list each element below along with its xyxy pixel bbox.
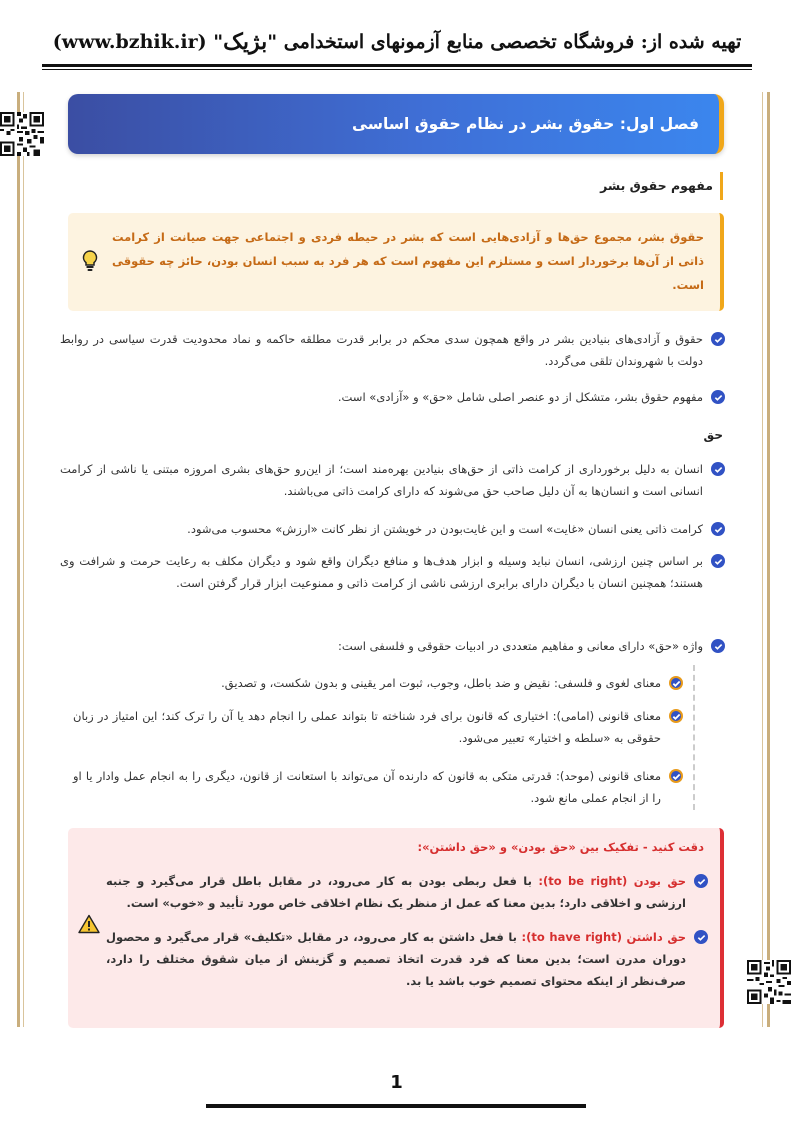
list-item bbox=[60, 458, 725, 502]
check-icon bbox=[669, 676, 683, 690]
check-icon bbox=[711, 332, 725, 346]
check-icon bbox=[711, 554, 725, 568]
sub-list-item bbox=[73, 705, 683, 749]
list-item bbox=[60, 635, 725, 657]
footer-rule bbox=[206, 1104, 586, 1108]
list-item-text: بر اساس چنین ارزشی، انسان نباید وسیله و ابزار هدف‌ها و منافع دیگران واقع شود و دیگران مکلف به رعایت حرمت و شرافت وی هستند؛ همچنین انسان با دیگران دارای برابری ارزشی ناشی از کرامت ذاتی و ممنوعیت ابزار قرار گرفتن است. bbox=[60, 554, 703, 590]
sub-list-item bbox=[73, 765, 683, 809]
list-item bbox=[60, 386, 725, 408]
header-prefix: تهیه شده از: فروشگاه تخصصی منابع آزمونهای استخدامی " bbox=[267, 31, 742, 53]
check-icon bbox=[711, 639, 725, 653]
subheading-haq: حق bbox=[703, 428, 723, 442]
check-icon bbox=[669, 769, 683, 783]
lightbulb-icon bbox=[80, 249, 100, 273]
list-item-text: انسان به دلیل برخورداری از کرامت ذاتی از حق‌های بنیادین بهره‌مند است؛ از این‌رو حق‌های بشری امروزه مبتنی یا ناشی از کرامت انسانی است و انسان‌ها به آن دلیل صاحب حق می‌شوند که دارای کرامت ذاتی می‌باشند. bbox=[60, 462, 703, 498]
list-item-text: کرامت ذاتی یعنی انسان «غایت» است و این غایت‌بودن در خویشتن از نظر کانت «ارزش» محسوب می‌شود. bbox=[187, 522, 703, 536]
page-number: 1 bbox=[390, 1072, 403, 1093]
warning-box bbox=[68, 828, 724, 1028]
warning-item bbox=[106, 870, 708, 914]
check-icon bbox=[711, 462, 725, 476]
list-item bbox=[60, 518, 725, 540]
list-item-text: مفهوم حقوق بشر، متشکل از دو عنصر اصلی شامل «حق» و «آزادی» است. bbox=[337, 390, 703, 404]
list-item-text: واژه «حق» دارای معانی و مفاهیم متعددی در ادبیات حقوقی و فلسفی است: bbox=[337, 639, 703, 653]
section-title: مفهوم حقوق بشر bbox=[600, 172, 723, 200]
sub-list-item-text: معنای قانونی (موحد): قدرتی متکی به قانون که دارنده آن می‌تواند با استعانت از قانون، دیگری را به انجام عمل وادار یا او را از انجام عملی مانع شود. bbox=[73, 769, 661, 805]
warning-item-text: با فعل ربطی بودن به کار می‌رود، در مقابل باطل قرار می‌گیرد و جنبه ارزشی و اخلاقی دارد؛ بدین معنا که عمل از منظر یک نظام اخلاقی خاص مورد تأیید و «خوب» است. bbox=[106, 874, 686, 910]
check-icon bbox=[694, 930, 708, 944]
warning-item-term: حق داشتن (to have right): bbox=[521, 930, 686, 944]
warning-icon bbox=[78, 914, 100, 934]
sub-list-item-text: معنای قانونی (امامی): اختیاری که قانون برای فرد شناخته تا بتواند عملی را انجام دهد یا آن را ترک کند؛ این امتیاز در زبان حقوقی به «سلطه و اختیار» تعبیر می‌شود. bbox=[73, 709, 661, 745]
header-rule-thin bbox=[42, 69, 752, 70]
qr-code-icon[interactable] bbox=[0, 112, 44, 156]
chapter-banner bbox=[68, 94, 724, 154]
page-header bbox=[40, 22, 754, 62]
header-brand: بژیک bbox=[223, 29, 268, 55]
sublist-divider bbox=[693, 665, 695, 810]
header-rule-thick bbox=[42, 64, 752, 67]
list-item bbox=[60, 550, 725, 594]
list-item bbox=[60, 328, 725, 372]
header-suffix: " (www.bzhik.ir) bbox=[52, 31, 224, 53]
definition-note bbox=[68, 213, 724, 311]
warning-item bbox=[106, 926, 708, 992]
check-icon bbox=[711, 522, 725, 536]
check-icon bbox=[711, 390, 725, 404]
left-border-line bbox=[17, 92, 20, 1027]
warning-item-term: حق بودن (to be right): bbox=[538, 874, 687, 888]
warning-title: دقت کنید - تفکیک بین «حق بودن» و «حق داشتن»: bbox=[417, 840, 704, 854]
warning-item-text: با فعل داشتن به کار می‌رود، در مقابل «تکلیف» قرار می‌گیرد و محصول دوران مدرن است؛ بدین معنا که فرد قدرت اتخاذ تصمیم و گزینش از میان شقوق مختلف را دارد، صرف‌نظر از اینکه محتوای تصمیم خوب باشد یا بد. bbox=[106, 930, 686, 988]
check-icon bbox=[669, 709, 683, 723]
definition-note-text: حقوق بشر، مجموع حق‌ها و آزادی‌هایی است که بشر در حیطه فردی و اجتماعی جهت صیانت از کرامت ذاتی از آن‌ها برخوردار است و مستلزم این مفهوم است که هر فرد به سبب انسان بودن، حائز چه حقوقی است. bbox=[112, 230, 704, 292]
right-border-line bbox=[767, 92, 770, 1027]
sub-list-item-text: معنای لغوی و فلسفی: نقیض و ضد باطل، وجوب، ثبوت امر یقینی و بدون شکست، و تصدیق. bbox=[221, 676, 661, 690]
check-icon bbox=[694, 874, 708, 888]
list-item-text: حقوق و آزادی‌های بنیادین بشر در واقع همچون سدی محکم در برابر قدرت مطلقه حاکمه و نماد محدودیت قدرت سیاسی در روابط دولت با شهروندان تلقی می‌گردد. bbox=[60, 332, 703, 368]
sub-list-item bbox=[73, 672, 683, 694]
qr-code-icon[interactable] bbox=[747, 960, 791, 1004]
chapter-title: فصل اول: حقوق بشر در نظام حقوق اساسی bbox=[352, 115, 699, 133]
